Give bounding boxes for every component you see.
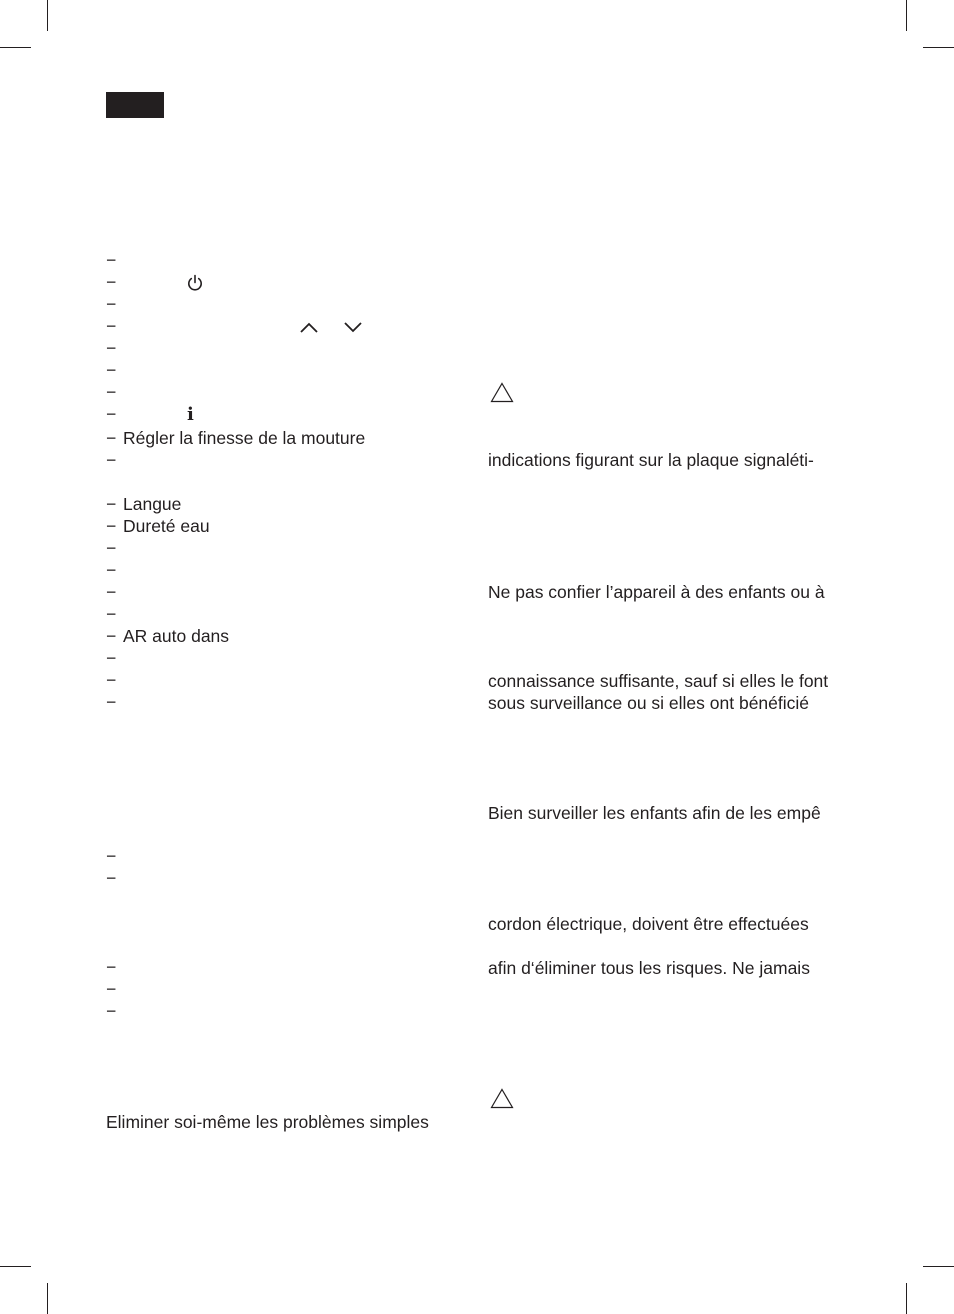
list-dash: − [106, 979, 117, 999]
list-dash: − [106, 560, 117, 580]
warning-triangle-icon [490, 1088, 514, 1109]
crop-mark-top-right-horizontal [923, 47, 954, 48]
list-dash: − [106, 294, 117, 314]
crop-mark-top-right-vertical [906, 0, 907, 31]
crop-mark-top-left-horizontal [0, 47, 31, 48]
safety-text-line: indications figurant sur la plaque signaléti- [488, 450, 814, 470]
crop-mark-top-left-vertical [47, 0, 48, 31]
list-dash: − [106, 272, 117, 292]
list-dash: − [106, 360, 117, 380]
info-icon: i [187, 404, 194, 425]
safety-text-line: sous surveillance ou si elles ont bénéficié [488, 693, 810, 713]
crop-mark-bottom-left-vertical [47, 1283, 48, 1314]
safety-text-line: Bien surveiller les enfants afin de les empê [488, 803, 821, 823]
list-dash: − [106, 450, 117, 470]
list-dash: − [106, 382, 117, 402]
chevron-up-icon [299, 320, 319, 334]
list-dash: − [106, 604, 117, 624]
list-dash: − [106, 538, 117, 558]
list-item-auto-off: AR auto dans [123, 626, 230, 646]
list-dash: − [106, 692, 117, 712]
list-dash: − [106, 316, 117, 336]
troubleshooting-text: Eliminer soi-même les problèmes simples [106, 1112, 429, 1132]
crop-mark-bottom-right-vertical [906, 1283, 907, 1314]
list-dash: − [106, 582, 117, 602]
safety-text-line: afin d‘éliminer tous les risques. Ne jamais [488, 958, 810, 978]
list-item-grind-setting: Régler la finesse de la mouture [123, 428, 366, 448]
crop-mark-bottom-left-horizontal [0, 1266, 31, 1267]
safety-text-line: connaissance suffisante, sauf si elles le font [488, 671, 829, 691]
list-item-water-hardness: Dureté eau [123, 516, 210, 536]
list-dash: − [106, 338, 117, 358]
list-dash: − [106, 670, 117, 690]
language-tab [106, 92, 164, 118]
chevron-down-icon [343, 320, 363, 334]
list-dash: − [106, 868, 117, 888]
warning-triangle-icon [490, 382, 514, 403]
safety-text-line: Ne pas confier l’appareil à des enfants ou à [488, 582, 825, 602]
list-dash: − [106, 250, 117, 270]
list-dash: − [106, 494, 117, 514]
safety-text-line: cordon électrique, doivent être effectuées [488, 914, 809, 934]
list-item-language: Langue [123, 494, 182, 514]
crop-mark-bottom-right-horizontal [923, 1266, 954, 1267]
list-dash: − [106, 428, 117, 448]
power-icon [186, 274, 204, 292]
list-dash: − [106, 1001, 117, 1021]
list-dash: − [106, 648, 117, 668]
list-dash: − [106, 957, 117, 977]
list-dash: − [106, 516, 117, 536]
list-dash: − [106, 626, 117, 646]
list-dash: − [106, 404, 117, 424]
list-dash: − [106, 846, 117, 866]
